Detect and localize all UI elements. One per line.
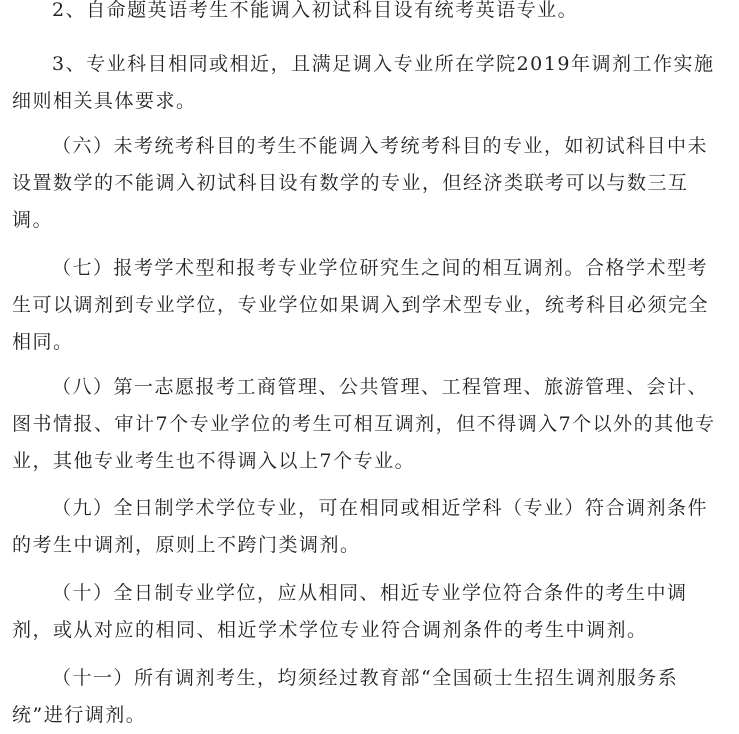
- paragraph-section-10: [12, 575, 728, 649]
- paragraph-section-8: [12, 369, 728, 480]
- text-line: 的考生中调剂，原则上不跨门类调剂。: [12, 534, 361, 556]
- text-line: 剂，或从对应的相同、相近学术学位专业符合调剂条件的考生中调剂。: [12, 619, 648, 641]
- text-line: （七）报考学术型和报考专业学位研究生之间的相互调剂。合格学术型考: [52, 257, 709, 279]
- text-line: （八）第一志愿报考工商管理、公共管理、工程管理、旅游管理、会计、: [52, 376, 709, 398]
- text-line: （六）未考统考科目的考生不能调入考统考科目的专业，如初试科目中未: [52, 135, 709, 157]
- paragraph-item-3: [12, 46, 728, 120]
- text-line: 业，其他专业考生也不得调入以上7个专业。: [12, 450, 416, 472]
- text-line: 3、专业科目相同或相近，且满足调入专业所在学院2019年调剂工作实施: [52, 53, 715, 75]
- text-line: 2、自命题英语考生不能调入初试科目设有统考英语专业。: [52, 0, 579, 21]
- text-line: （十一）所有调剂考生，均须经过教育部“全国硕士生招生调剂服务系: [52, 667, 679, 689]
- text-line: 统”进行调剂。: [12, 704, 147, 726]
- text-line: （十）全日制专业学位，应从相同、相近专业学位符合条件的考生中调: [52, 582, 688, 604]
- text-line: 生可以调剂到专业学位，专业学位如果调入到学术型专业，统考科目必须完全: [12, 294, 710, 316]
- text-line: （九）全日制学术学位专业，可在相同或相近学科（专业）符合调剂条件: [52, 497, 709, 519]
- paragraph-section-9: [12, 490, 728, 564]
- paragraph-section-7: [12, 250, 728, 361]
- text-line: 图书情报、审计7个专业学位的考生可相互调剂，但不得调入7个以外的其他专: [12, 413, 716, 435]
- paragraph-section-6: [12, 128, 728, 239]
- text-line: 设置数学的不能调入初试科目设有数学的专业，但经济类联考可以与数三互: [12, 172, 689, 194]
- paragraph-section-11: [12, 660, 728, 734]
- paragraph-item-2: [12, 0, 728, 29]
- text-line: 调。: [12, 209, 54, 231]
- text-line: 细则相关具体要求。: [12, 90, 197, 112]
- text-line: 相同。: [12, 331, 74, 353]
